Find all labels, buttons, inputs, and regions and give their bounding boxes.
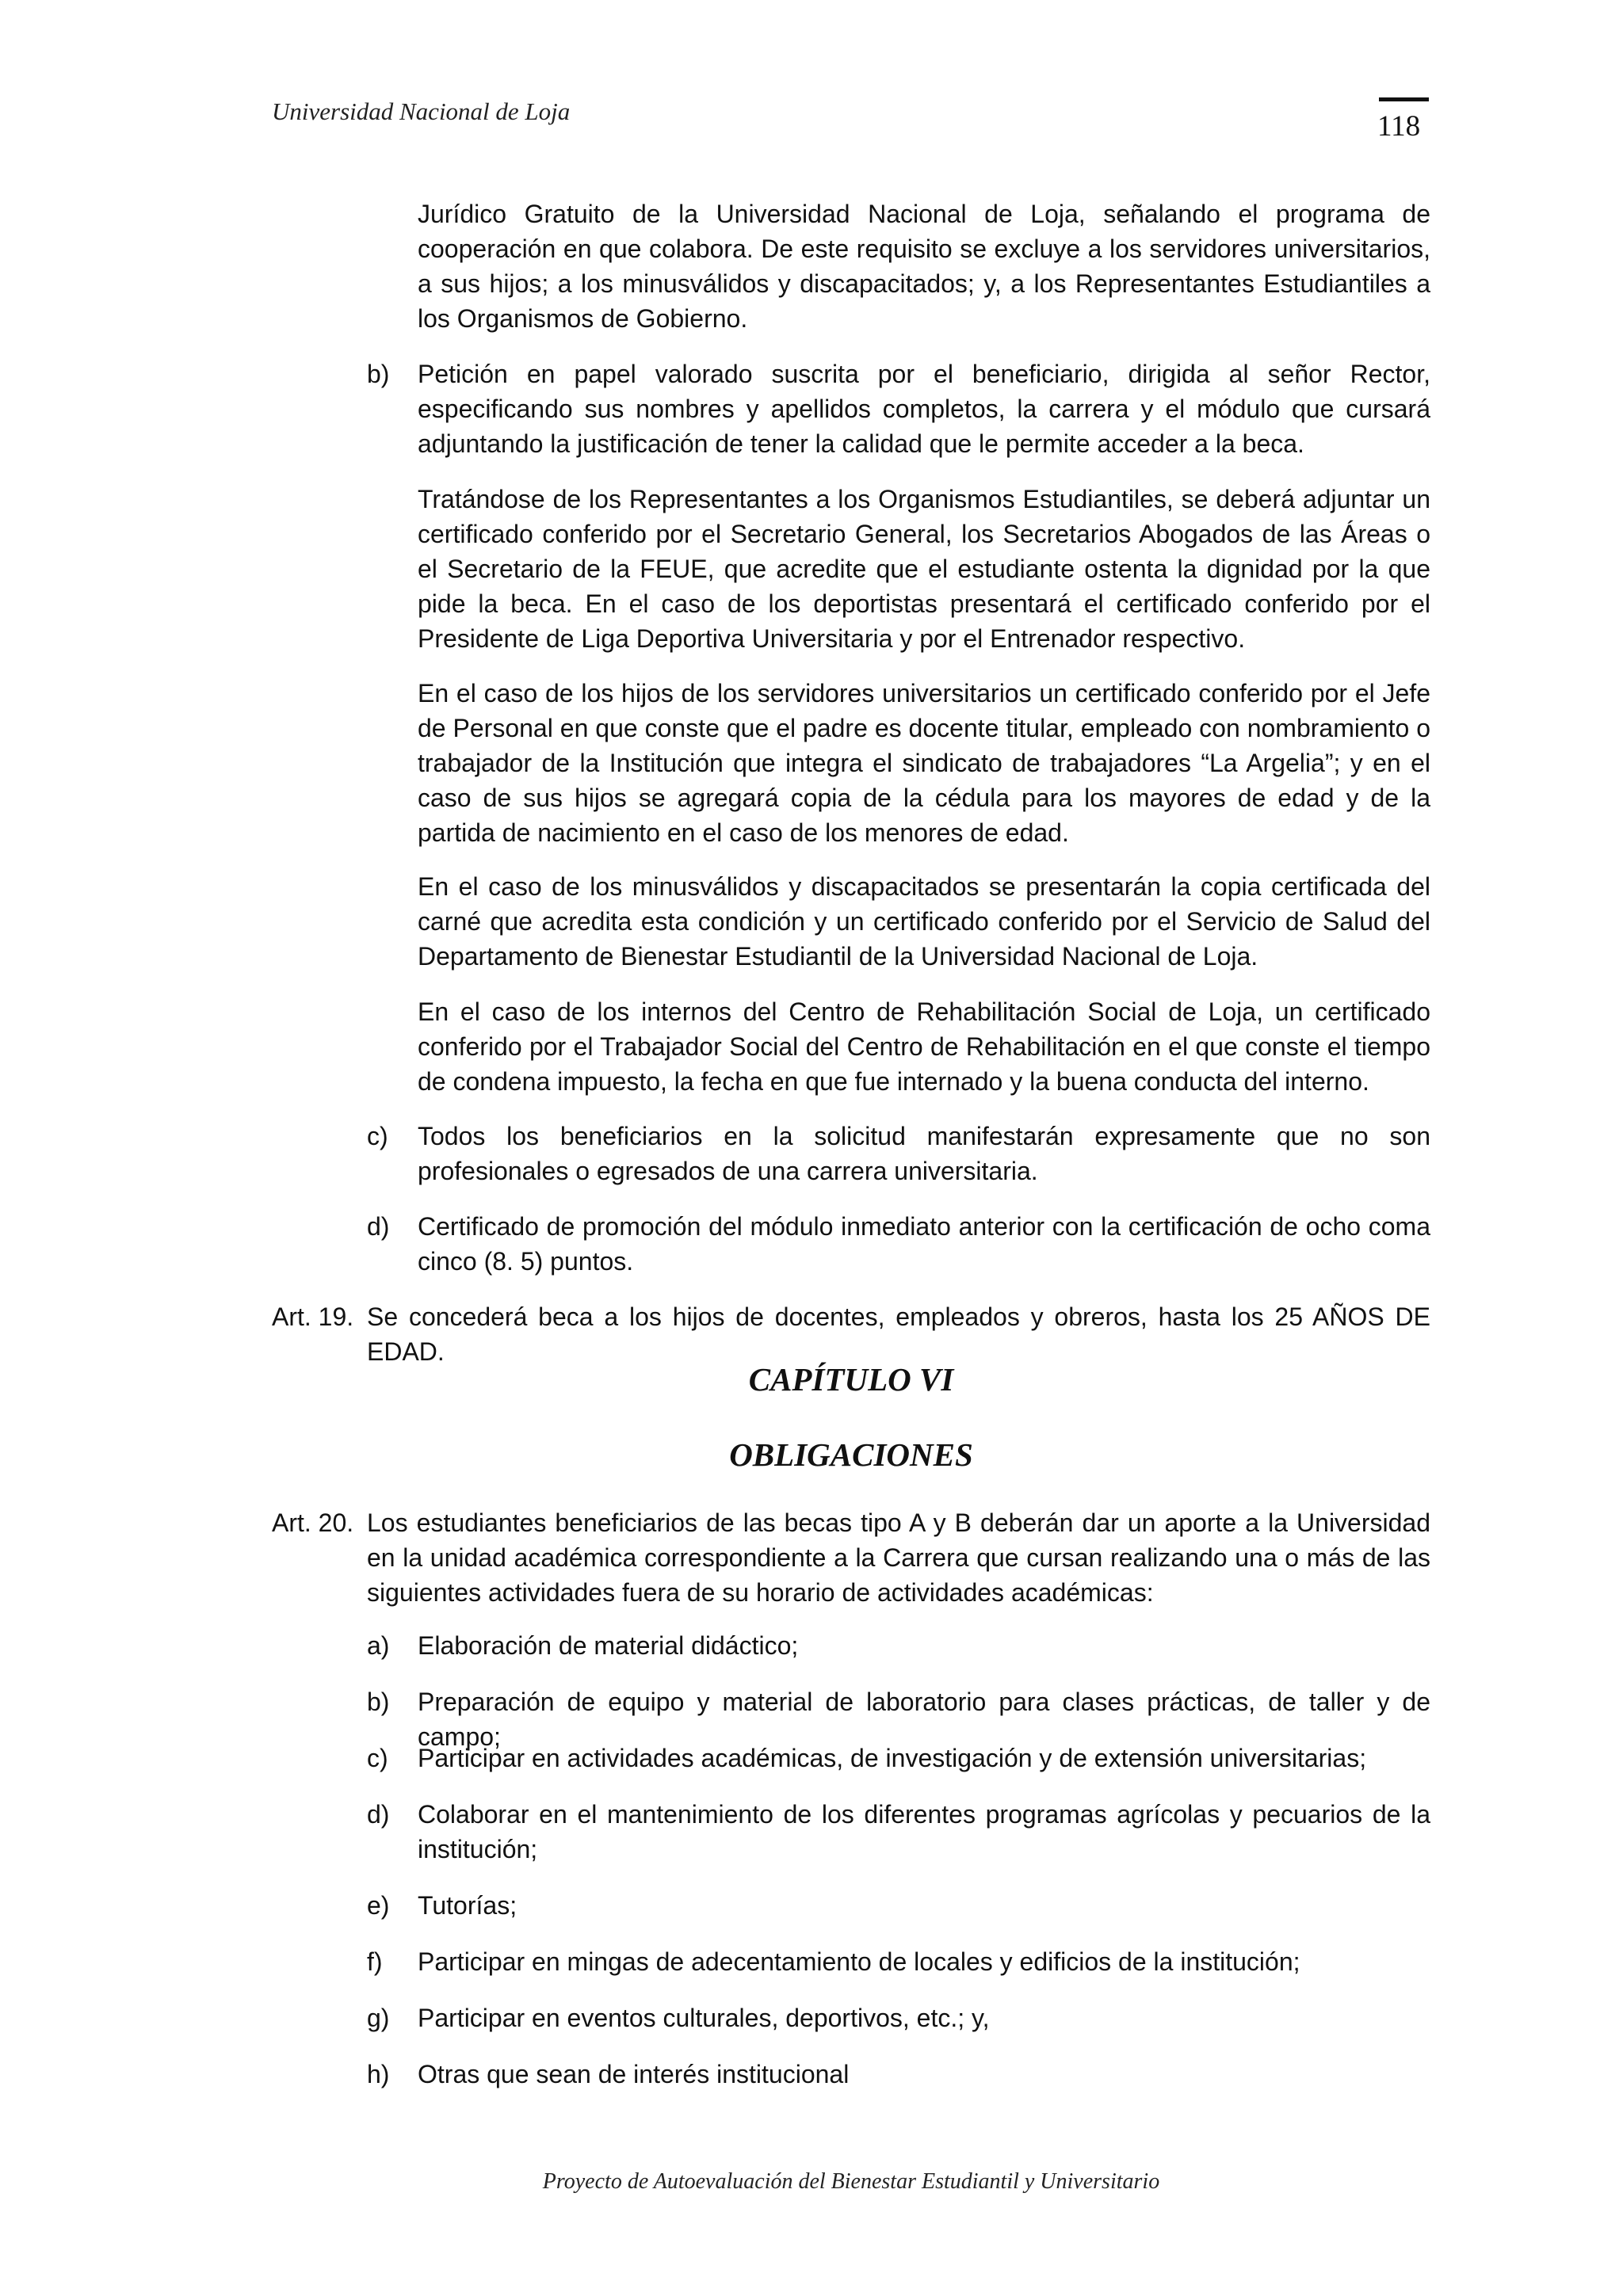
item-b-label: b): [367, 360, 390, 388]
art-20-item-b-text: Preparación de equipo y material de laboratorio para clases prácticas, de taller y de campo;: [418, 1688, 1430, 1751]
art-19-text: Se concederá beca a los hijos de docentes, empleados y obreros, hasta los 25 AÑOS DE EDAD.: [367, 1302, 1430, 1366]
art-20-item-f-text: Participar en mingas de adecentamiento de locales y edificios de la institución;: [418, 1947, 1300, 1976]
art-20-item-a-label: a): [367, 1631, 390, 1660]
header-institution: Universidad Nacional de Loja: [272, 97, 571, 125]
art-20-item-e-label: e): [367, 1891, 390, 1920]
art-20-item-d-text: Colaborar en el mantenimiento de los diferentes programas agrícolas y pecuarios de la institución;: [418, 1800, 1430, 1863]
page-number: 118: [1377, 110, 1421, 143]
intro-paragraph: Jurídico Gratuito de la Universidad Nacional de Loja, señalando el programa de cooperación en que colabora. De este requisito se excluye a los servidores universitarios, a sus hijos; a los minusválidos y discapacitados; y, a los Representantes Estudiantiles a los Organismos de Gobierno.: [418, 200, 1430, 333]
chapter-title: CAPÍTULO VI: [748, 1361, 954, 1398]
art-20-label: Art. 20.: [272, 1508, 354, 1537]
art-20-item-h-label: h): [367, 2060, 390, 2088]
art-20-item-f-label: f): [367, 1947, 383, 1976]
item-d-text: Certificado de promoción del módulo inmediato anterior con la certificación de ocho coma cinco (8. 5) puntos.: [418, 1212, 1430, 1276]
art-20-item-e-text: Tutorías;: [418, 1891, 517, 1920]
art-20-text: Los estudiantes beneficiarios de las becas tipo A y B deberán dar un aporte a la Universidad en la unidad académica correspondiente a la Carrera que cursan realizando una o más de las siguientes actividades fuera de su horario de actividades académicas:: [367, 1508, 1430, 1607]
art-20-item-b-label: b): [367, 1688, 390, 1716]
art-20-item-g-text: Participar en eventos culturales, deportivos, etc.; y,: [418, 2004, 990, 2032]
item-b-text: Petición en papel valorado suscrita por el beneficiario, dirigida al señor Rector, especificando sus nombres y apellidos completos, la carrera y el módulo que cursará adjuntando la justificación de tener la calidad que le permite acceder a la beca.: [418, 360, 1430, 458]
header-rule: [1379, 97, 1429, 101]
chapter-subtitle: OBLIGACIONES: [729, 1436, 973, 1473]
art-20-item-c-label: c): [367, 1744, 388, 1772]
item-c-text: Todos los beneficiarios en la solicitud manifestarán expresamente que no son profesionales o egresados de una carrera universitaria.: [418, 1122, 1430, 1185]
art-19-label: Art. 19.: [272, 1302, 354, 1331]
item-b-paragraph-internos: En el caso de los internos del Centro de Rehabilitación Social de Loja, un certificado conferido por el Trabajador Social del Centro de Rehabilitación en el que conste el tiempo de condena impuesto, la fecha en que fue internado y la buena conducta del interno.: [418, 997, 1430, 1096]
item-d-label: d): [367, 1212, 390, 1241]
art-20-item-c-text: Participar en actividades académicas, de investigación y de extensión universitarias;: [418, 1744, 1367, 1772]
item-b-paragraph-minusvalidos: En el caso de los minusválidos y discapacitados se presentarán la copia certificada del carné que acredita esta condición y un certificado conferido por el Servicio de Salud del Departamento de Bienestar Estudiantil de la Universidad Nacional de Loja.: [418, 872, 1430, 971]
footer-text: Proyecto de Autoevaluación del Bienestar Estudiantil y Universitario: [542, 2169, 1160, 2194]
art-20-item-a-text: Elaboración de material didáctico;: [418, 1631, 799, 1660]
item-b-paragraph-hijos: En el caso de los hijos de los servidores universitarios un certificado conferido por el Jefe de Personal en que conste que el padre es docente titular, empleado con nombramiento o trabajador de la Institución que integra el sindicato de trabajadores “La Argelia”; y en el caso de sus hijos se agregará copia de la cédula para los mayores de edad y de la partida de nacimiento en el caso de los menores de edad.: [418, 679, 1430, 847]
art-20-item-g-label: g): [367, 2004, 390, 2032]
art-20-item-h-text: Otras que sean de interés institucional: [418, 2060, 850, 2088]
item-c-label: c): [367, 1122, 388, 1150]
art-20-item-d-label: d): [367, 1800, 390, 1829]
item-b-paragraph-representantes: Tratándose de los Representantes a los Organismos Estudiantiles, se deberá adjuntar un certificado conferido por el Secretario General, los Secretarios Abogados de las Áreas o el Secretario de la FEUE, que acredite que el estudiante ostenta la dignidad por la que pide la beca. En el caso de los deportistas presentará el certificado conferido por el Presidente de Liga Deportiva Universitaria y por el Entrenador respectivo.: [418, 485, 1430, 653]
